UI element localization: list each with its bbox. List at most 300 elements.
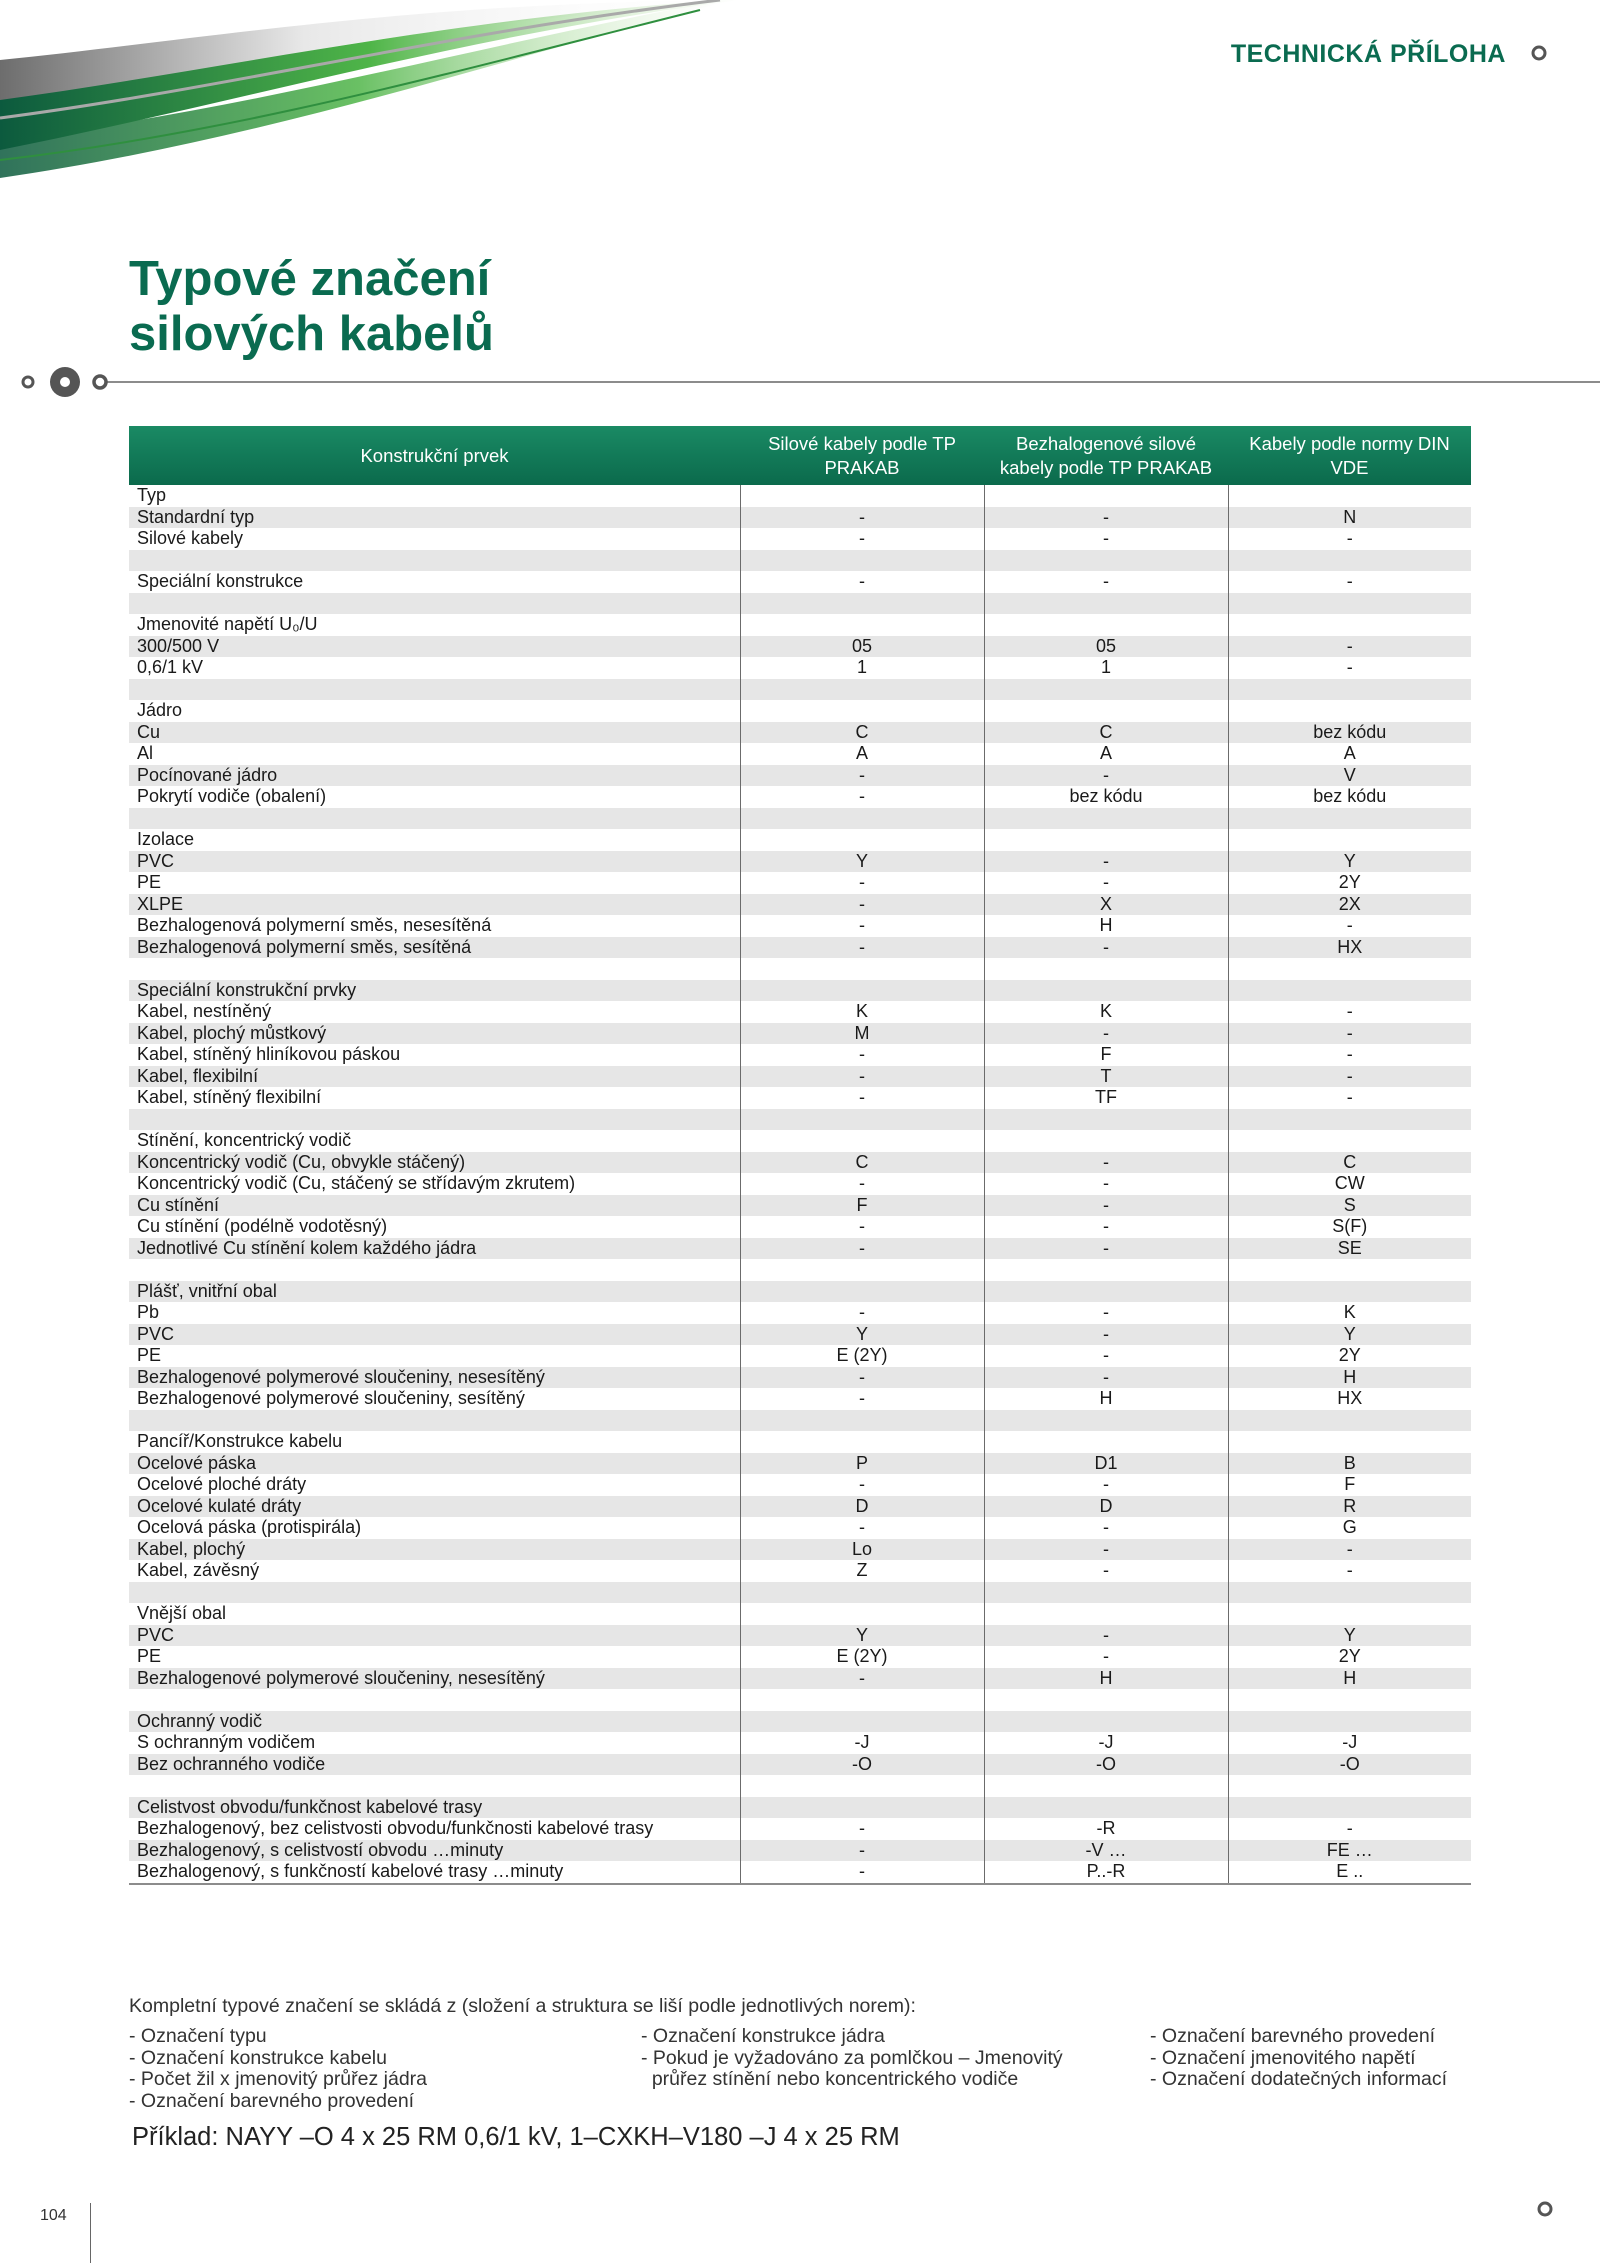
code-cell: - bbox=[984, 1023, 1228, 1045]
row-label: Pocínované jádro bbox=[129, 765, 740, 787]
code-cell bbox=[1228, 593, 1471, 615]
row-label: Plášť, vnitřní obal bbox=[129, 1281, 740, 1303]
code-cell: - bbox=[740, 1066, 984, 1088]
code-cell bbox=[1228, 829, 1471, 851]
row-label: Ochranný vodič bbox=[129, 1711, 740, 1733]
code-cell: - bbox=[1228, 1044, 1471, 1066]
row-label: 300/500 V bbox=[129, 636, 740, 658]
code-cell: - bbox=[1228, 571, 1471, 593]
code-cell: D1 bbox=[984, 1453, 1228, 1475]
page-number: 104 bbox=[40, 2207, 67, 2224]
header-construction-element: Konstrukční prvek bbox=[129, 426, 740, 485]
row-label: Bezhalogenové polymerové sloučeniny, nesesítěný bbox=[129, 1367, 740, 1389]
code-cell: R bbox=[1228, 1496, 1471, 1518]
code-cell bbox=[984, 679, 1228, 701]
row-label bbox=[129, 1582, 740, 1604]
table-row bbox=[129, 1109, 1471, 1131]
row-label: Cu stínění bbox=[129, 1195, 740, 1217]
code-cell bbox=[1228, 958, 1471, 980]
code-cell: H bbox=[1228, 1367, 1471, 1389]
code-cell bbox=[1228, 700, 1471, 722]
designation-list-1 bbox=[129, 2026, 427, 2112]
code-cell: B bbox=[1228, 1453, 1471, 1475]
table-row bbox=[129, 786, 1471, 808]
row-label: Celistvost obvodu/funkčnost kabelové trasy bbox=[129, 1797, 740, 1819]
code-cell: - bbox=[1228, 1087, 1471, 1109]
code-cell: - bbox=[740, 571, 984, 593]
table-row bbox=[129, 1023, 1471, 1045]
code-cell: HX bbox=[1228, 937, 1471, 959]
row-label: Ocelové ploché dráty bbox=[137, 1474, 307, 1495]
table-row bbox=[129, 614, 1471, 636]
code-cell bbox=[740, 1410, 984, 1432]
code-cell bbox=[740, 1431, 984, 1453]
row-label: Kabel, plochý bbox=[129, 1539, 740, 1561]
code-cell: 2Y bbox=[1228, 1646, 1471, 1668]
table-row bbox=[129, 1044, 1471, 1066]
code-cell bbox=[984, 1410, 1228, 1432]
code-cell: - bbox=[1228, 1539, 1471, 1561]
code-cell: A bbox=[1228, 743, 1471, 765]
code-cell: S(F) bbox=[1228, 1216, 1471, 1238]
code-cell bbox=[984, 1775, 1228, 1797]
code-cell: A bbox=[984, 743, 1228, 765]
code-cell: Z bbox=[740, 1560, 984, 1582]
table-row bbox=[129, 894, 1471, 916]
code-cell: - bbox=[740, 1818, 984, 1840]
row-label: Bezhalogenový, s funkčností kabelové trasy …minuty bbox=[129, 1861, 740, 1884]
code-cell bbox=[1228, 1431, 1471, 1453]
code-cell: Y bbox=[740, 1324, 984, 1346]
code-cell bbox=[984, 1281, 1228, 1303]
code-cell: - bbox=[984, 1367, 1228, 1389]
row-label: Al bbox=[137, 743, 154, 764]
row-label: PVC bbox=[129, 1625, 740, 1647]
table-row bbox=[129, 593, 1471, 615]
code-cell: - bbox=[740, 1216, 984, 1238]
code-cell bbox=[1228, 1603, 1471, 1625]
row-label bbox=[129, 679, 740, 701]
code-cell: - bbox=[740, 1302, 984, 1324]
row-label: Pancíř/Konstrukce kabelu bbox=[137, 1431, 343, 1452]
row-label bbox=[129, 1410, 740, 1432]
row-label: Pb bbox=[137, 1302, 160, 1323]
code-cell: -O bbox=[1228, 1754, 1471, 1776]
row-label: 0,6/1 kV bbox=[137, 657, 204, 678]
designation-list-item: - Označení typu bbox=[129, 2025, 267, 2047]
code-cell bbox=[1228, 614, 1471, 636]
table-row bbox=[129, 1818, 1471, 1840]
table-row bbox=[129, 958, 1471, 980]
row-label: Ocelové kulaté dráty bbox=[129, 1496, 740, 1518]
code-cell: -O bbox=[984, 1754, 1228, 1776]
code-cell bbox=[984, 829, 1228, 851]
code-cell: C bbox=[740, 1152, 984, 1174]
code-cell: N bbox=[1228, 507, 1471, 529]
code-cell: - bbox=[984, 1560, 1228, 1582]
code-cell: C bbox=[984, 722, 1228, 744]
table-row bbox=[129, 1797, 1471, 1819]
code-cell: - bbox=[740, 1367, 984, 1389]
page-number-divider bbox=[90, 2203, 91, 2263]
code-cell bbox=[740, 1109, 984, 1131]
row-label: Vnější obal bbox=[137, 1603, 227, 1624]
code-cell: - bbox=[984, 1173, 1228, 1195]
row-label: Standardní typ bbox=[129, 507, 740, 529]
row-label: PE bbox=[137, 1345, 162, 1366]
row-label: Bezhalogenové polymerové sloučeniny, sesítěný bbox=[137, 1388, 525, 1409]
code-cell bbox=[1228, 1281, 1471, 1303]
row-label bbox=[129, 593, 740, 615]
row-label: Ocelové páska bbox=[129, 1453, 740, 1475]
code-cell: - bbox=[740, 1840, 984, 1862]
code-cell: - bbox=[984, 1302, 1228, 1324]
code-cell: K bbox=[1228, 1302, 1471, 1324]
code-cell bbox=[984, 1259, 1228, 1281]
table-row bbox=[129, 1388, 1471, 1410]
code-cell: - bbox=[740, 786, 984, 808]
row-label: Izolace bbox=[137, 829, 195, 850]
footer-ring-icon bbox=[1536, 2200, 1554, 2218]
code-cell: C bbox=[740, 722, 984, 744]
table-row bbox=[129, 1539, 1471, 1561]
table-row bbox=[129, 1646, 1471, 1668]
table-row bbox=[129, 1130, 1471, 1152]
code-cell: X bbox=[984, 894, 1228, 916]
code-cell: P bbox=[740, 1453, 984, 1475]
code-cell bbox=[984, 1109, 1228, 1131]
code-cell: - bbox=[984, 765, 1228, 787]
row-label: Bezhalogenový, bez celistvosti obvodu/funkčnosti kabelové trasy bbox=[137, 1818, 654, 1839]
code-cell bbox=[984, 1689, 1228, 1711]
table-row bbox=[129, 1345, 1471, 1367]
table-row bbox=[129, 1066, 1471, 1088]
code-cell bbox=[1228, 1109, 1471, 1131]
row-label: Kabel, nestíněný bbox=[137, 1001, 272, 1022]
designation-list-item: - Pokud je vyžadováno za pomlčkou – Jmenovitý bbox=[641, 2046, 1063, 2069]
code-cell: - bbox=[1228, 1560, 1471, 1582]
row-label bbox=[129, 1259, 740, 1281]
code-cell bbox=[1228, 679, 1471, 701]
code-cell: bez kódu bbox=[1228, 722, 1471, 744]
code-cell: - bbox=[984, 937, 1228, 959]
table-row bbox=[129, 1496, 1471, 1518]
row-label: Cu stínění (podélně vodotěsný) bbox=[137, 1216, 388, 1237]
code-cell: E (2Y) bbox=[740, 1646, 984, 1668]
code-cell bbox=[740, 485, 984, 507]
table-row bbox=[129, 1453, 1471, 1475]
code-cell bbox=[984, 1797, 1228, 1819]
code-cell bbox=[740, 808, 984, 830]
code-cell: - bbox=[984, 1216, 1228, 1238]
designation-example: Příklad: NAYY –O 4 x 25 RM 0,6/1 kV, 1–CXKH–V180 –J 4 x 25 RM bbox=[132, 2123, 900, 2151]
code-cell: P..-R bbox=[984, 1861, 1228, 1884]
code-cell bbox=[1228, 485, 1471, 507]
header-halogen-free-prakab: Bezhalogenové silové kabely podle TP PRAKAB bbox=[984, 426, 1228, 485]
code-cell bbox=[740, 1582, 984, 1604]
code-cell: - bbox=[740, 1474, 984, 1496]
code-cell: - bbox=[1228, 636, 1471, 658]
code-cell bbox=[740, 1130, 984, 1152]
row-label: Typ bbox=[137, 485, 167, 506]
row-label: Stínění, koncentrický vodič bbox=[137, 1130, 352, 1151]
code-cell: Y bbox=[740, 851, 984, 873]
row-label: PVC bbox=[129, 1324, 740, 1346]
code-cell: G bbox=[1228, 1517, 1471, 1539]
row-label: Kabel, stíněný flexibilní bbox=[137, 1087, 322, 1108]
code-cell: S bbox=[1228, 1195, 1471, 1217]
row-label: Kabel, flexibilní bbox=[129, 1066, 740, 1088]
cable-designation-table bbox=[129, 426, 1471, 1885]
table-row bbox=[129, 1517, 1471, 1539]
table-row bbox=[129, 1001, 1471, 1023]
code-cell: 05 bbox=[984, 636, 1228, 658]
code-cell: -J bbox=[984, 1732, 1228, 1754]
cable-decoration bbox=[0, 0, 760, 185]
code-cell: - bbox=[740, 915, 984, 937]
table-row bbox=[129, 1238, 1471, 1260]
code-cell bbox=[740, 1775, 984, 1797]
page-title bbox=[129, 252, 494, 362]
code-cell: M bbox=[740, 1023, 984, 1045]
code-cell: - bbox=[1228, 1066, 1471, 1088]
code-cell: C bbox=[1228, 1152, 1471, 1174]
code-cell: 2Y bbox=[1228, 872, 1471, 894]
row-label: Kabel, závěsný bbox=[137, 1560, 260, 1581]
code-cell: - bbox=[984, 851, 1228, 873]
code-cell: H bbox=[984, 1388, 1228, 1410]
code-cell bbox=[1228, 1711, 1471, 1733]
code-cell bbox=[740, 1689, 984, 1711]
table-row bbox=[129, 915, 1471, 937]
code-cell: - bbox=[984, 571, 1228, 593]
table-row bbox=[129, 507, 1471, 529]
code-cell: - bbox=[984, 507, 1228, 529]
designation-list-2 bbox=[641, 2026, 1063, 2091]
table-row bbox=[129, 700, 1471, 722]
table-row bbox=[129, 829, 1471, 851]
code-cell bbox=[984, 1130, 1228, 1152]
code-cell bbox=[984, 700, 1228, 722]
code-cell bbox=[1228, 1410, 1471, 1432]
designation-list-item: - Označení konstrukce jádra bbox=[641, 2025, 885, 2047]
table-row bbox=[129, 1087, 1471, 1109]
row-label: XLPE bbox=[129, 894, 740, 916]
table-row bbox=[129, 808, 1471, 830]
row-label: Jádro bbox=[137, 700, 183, 721]
code-cell bbox=[1228, 808, 1471, 830]
code-cell: T bbox=[984, 1066, 1228, 1088]
row-label: Kabel, stíněný hliníkovou páskou bbox=[137, 1044, 401, 1065]
code-cell: HX bbox=[1228, 1388, 1471, 1410]
table-row bbox=[129, 1560, 1471, 1582]
row-label: Silové kabely bbox=[137, 528, 244, 549]
row-label: Bezhalogenová polymerní směs, sesítěná bbox=[129, 937, 740, 959]
designation-list-3 bbox=[1150, 2026, 1447, 2091]
code-cell: - bbox=[984, 1345, 1228, 1367]
designation-list-item: - Označení barevného provedení bbox=[1150, 2025, 1436, 2047]
code-cell bbox=[740, 614, 984, 636]
table-row bbox=[129, 679, 1471, 701]
code-cell: - bbox=[740, 507, 984, 529]
code-cell: - bbox=[740, 1087, 984, 1109]
table-row bbox=[129, 657, 1471, 679]
code-cell: - bbox=[740, 1238, 984, 1260]
table-row bbox=[129, 980, 1471, 1002]
table-row bbox=[129, 1216, 1471, 1238]
code-cell: - bbox=[984, 1238, 1228, 1260]
table-row bbox=[129, 1625, 1471, 1647]
row-label bbox=[129, 958, 740, 980]
table-row bbox=[129, 1195, 1471, 1217]
code-cell bbox=[984, 550, 1228, 572]
code-cell bbox=[740, 1711, 984, 1733]
code-cell bbox=[740, 1603, 984, 1625]
table-row bbox=[129, 1410, 1471, 1432]
code-cell: - bbox=[984, 1539, 1228, 1561]
table-row bbox=[129, 1152, 1471, 1174]
row-label: Jmenovité napětí U₀/U bbox=[137, 614, 318, 635]
code-cell: K bbox=[740, 1001, 984, 1023]
table-row bbox=[129, 1775, 1471, 1797]
row-label: Speciální konstrukce bbox=[137, 571, 304, 592]
code-cell bbox=[984, 808, 1228, 830]
code-cell: 1 bbox=[740, 657, 984, 679]
designation-list-item: průřez stínění nebo koncentrického vodiče bbox=[641, 2068, 1019, 2090]
code-cell: - bbox=[740, 528, 984, 550]
table-row bbox=[129, 1689, 1471, 1711]
code-cell bbox=[1228, 1775, 1471, 1797]
table-row bbox=[129, 722, 1471, 744]
table-row bbox=[129, 1754, 1471, 1776]
code-cell: D bbox=[740, 1496, 984, 1518]
row-label bbox=[129, 808, 740, 830]
table-row bbox=[129, 1711, 1471, 1733]
code-cell: SE bbox=[1228, 1238, 1471, 1260]
row-label bbox=[129, 1689, 740, 1711]
table-row bbox=[129, 1732, 1471, 1754]
code-cell: Lo bbox=[740, 1539, 984, 1561]
code-cell: 05 bbox=[740, 636, 984, 658]
table-row bbox=[129, 1302, 1471, 1324]
code-cell: - bbox=[740, 1388, 984, 1410]
code-cell: FE … bbox=[1228, 1840, 1471, 1862]
code-cell bbox=[740, 700, 984, 722]
header-ring-icon bbox=[1530, 44, 1548, 62]
code-cell bbox=[740, 1281, 984, 1303]
row-label: Koncentrický vodič (Cu, stáčený se střídavým zkrutem) bbox=[137, 1173, 576, 1194]
code-cell: - bbox=[984, 1517, 1228, 1539]
section-title: TECHNICKÁ PŘÍLOHA bbox=[1230, 40, 1506, 68]
table-row bbox=[129, 937, 1471, 959]
row-label: PE bbox=[137, 1646, 162, 1667]
code-cell: F bbox=[740, 1195, 984, 1217]
table-row bbox=[129, 851, 1471, 873]
table-row bbox=[129, 872, 1471, 894]
code-cell bbox=[740, 958, 984, 980]
page-title-line-1: Typové značení bbox=[129, 252, 491, 306]
table-row bbox=[129, 1582, 1471, 1604]
code-cell: - bbox=[740, 765, 984, 787]
row-label: Speciální konstrukční prvky bbox=[129, 980, 740, 1002]
code-cell: F bbox=[1228, 1474, 1471, 1496]
code-cell: - bbox=[740, 894, 984, 916]
row-label bbox=[129, 1775, 740, 1797]
code-cell: bez kódu bbox=[1228, 786, 1471, 808]
code-cell bbox=[1228, 550, 1471, 572]
code-cell bbox=[1228, 1797, 1471, 1819]
table-row bbox=[129, 1861, 1471, 1884]
designation-list-item: - Označení konstrukce kabelu bbox=[129, 2046, 387, 2069]
page-title-line-2: silových kabelů bbox=[129, 307, 494, 361]
designation-list-item: - Označení dodatečných informací bbox=[1150, 2068, 1447, 2090]
row-label: Koncentrický vodič (Cu, obvykle stáčený) bbox=[129, 1152, 740, 1174]
code-cell: D bbox=[984, 1496, 1228, 1518]
code-cell: - bbox=[740, 872, 984, 894]
code-cell: - bbox=[740, 1517, 984, 1539]
code-cell bbox=[984, 485, 1228, 507]
code-cell: E .. bbox=[1228, 1861, 1471, 1884]
code-cell: - bbox=[1228, 1818, 1471, 1840]
code-cell: - bbox=[1228, 1023, 1471, 1045]
code-cell bbox=[740, 1797, 984, 1819]
row-label: Bezhalogenový, s celistvostí obvodu …minuty bbox=[129, 1840, 740, 1862]
header-din-vde: Kabely podle normy DIN VDE bbox=[1228, 426, 1471, 485]
row-label bbox=[129, 550, 740, 572]
table-row bbox=[129, 1603, 1471, 1625]
code-cell: 1 bbox=[984, 657, 1228, 679]
designation-list-item: - Označení barevného provedení bbox=[129, 2089, 415, 2112]
table-row bbox=[129, 1324, 1471, 1346]
row-label: Jednotlivé Cu stínění kolem každého jádra bbox=[129, 1238, 740, 1260]
row-label bbox=[129, 1109, 740, 1131]
code-cell: - bbox=[984, 1195, 1228, 1217]
table-row bbox=[129, 1431, 1471, 1453]
table-row bbox=[129, 636, 1471, 658]
code-cell bbox=[740, 829, 984, 851]
code-cell: - bbox=[984, 872, 1228, 894]
code-cell: - bbox=[740, 1668, 984, 1690]
code-cell: Y bbox=[1228, 1324, 1471, 1346]
code-cell bbox=[984, 1603, 1228, 1625]
designation-intro: Kompletní typové značení se skládá z (složení a struktura se liší podle jednotlivých norem): bbox=[129, 1995, 916, 2017]
code-cell: F bbox=[984, 1044, 1228, 1066]
code-cell bbox=[740, 550, 984, 572]
code-cell: CW bbox=[1228, 1173, 1471, 1195]
header-power-cables-prakab: Silové kabely podle TP PRAKAB bbox=[740, 426, 984, 485]
code-cell: -R bbox=[984, 1818, 1228, 1840]
code-cell: - bbox=[1228, 657, 1471, 679]
code-cell: - bbox=[984, 1324, 1228, 1346]
code-cell: - bbox=[1228, 915, 1471, 937]
table-row bbox=[129, 765, 1471, 787]
code-cell: - bbox=[984, 1625, 1228, 1647]
code-cell bbox=[984, 614, 1228, 636]
code-cell: A bbox=[740, 743, 984, 765]
code-cell: V bbox=[1228, 765, 1471, 787]
table-row bbox=[129, 1474, 1471, 1496]
code-cell: - bbox=[1228, 528, 1471, 550]
code-cell: - bbox=[984, 1474, 1228, 1496]
code-cell bbox=[1228, 1259, 1471, 1281]
code-cell bbox=[984, 1431, 1228, 1453]
table-row bbox=[129, 1668, 1471, 1690]
table-row bbox=[129, 1259, 1471, 1281]
code-cell: - bbox=[740, 1861, 984, 1884]
row-label: Kabel, plochý můstkový bbox=[129, 1023, 740, 1045]
code-cell: H bbox=[984, 1668, 1228, 1690]
code-cell bbox=[1228, 1689, 1471, 1711]
